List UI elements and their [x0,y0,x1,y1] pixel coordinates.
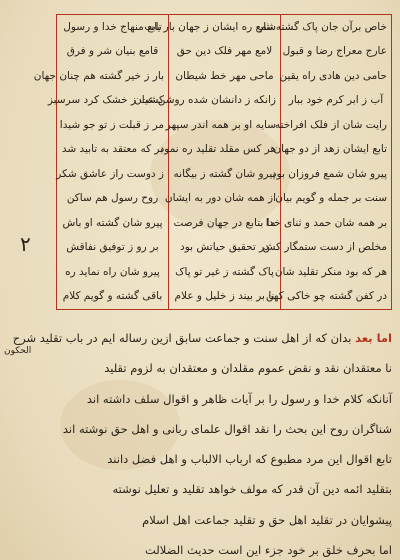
verse-column-left [33,15,168,309]
verse-line: تابع منهاج خدا و رسول [63,21,162,33]
verse-line: تابع ایشان زهد از دو جهان [273,143,387,156]
verse-line: رایت شان از فلک افراخته [274,118,387,131]
verse-line: هر که بود منکر تقلید شان [274,265,387,278]
verse-line: کشت ز خشک کرد سرسبز [47,94,164,107]
verse-line: پیرو شان گشته او باش [62,216,163,229]
verse-line: پیرو شان گشته ز بیگانه [173,167,276,180]
prose-line: آنانکه کلام خدا و رسول را بر آیات ظاهر و اقوال سلف داشته اند [86,391,392,406]
verse-line: لامع مهر فلک دین حق [176,45,273,58]
verse-line: پیرو شان راه نماید ره [65,265,160,278]
verse-line: بار ز خیر گشته هم چنان جهان [33,69,164,82]
rubric-heading: اما بعد [355,331,392,345]
verse-line: ماحی مهر خط شیطان [175,69,274,82]
prose-line: اما بحرف خلق بر خود جزء این است حدیث الضلالت [145,542,392,557]
verse-line: خاص برآن جان پاک گشته نثار [258,21,387,33]
verse-line: سایه او بر همه اندر سپهر [165,118,276,131]
margin-page-number: ۲ [20,232,31,256]
verse-line: در تحقیق حیاتش بود [180,241,269,254]
verse-line: بر که معتقد به تابید شد [61,143,164,156]
verse-line: بر همه شان حمد و ثنای خدا [265,216,387,229]
prose-line: شناگران روح این بحث را نقد اقوال علمای ربانی و اهل حق نوشته اند [62,421,392,436]
prose-line: بتقلید ائمه دین آن قدر که مولف خواهد تقلید و تعلیل نوشته [112,482,392,497]
verse-line: پاک گشته ز غیر تو پاک [175,265,274,278]
prose-line: تابع اقوال این مرد مطبوع که ارباب الالباب و اهل فضل دانند [107,452,392,467]
margin-note: الحکون [4,346,32,356]
verse-line: بر رو ز توفیق نفاقش [66,241,159,254]
verse-line: مخلص از دست ستمگار کش [262,241,387,254]
verse-line: حامی دین هادی راه یقین [279,69,387,82]
verse-block [33,14,392,310]
verse-line: قامع بنیان شر و فرق [66,45,159,58]
verse-line: ز دوست راز عاشق شکر [56,167,164,180]
verse-line: نا بر بیند ز خلیل و علام [174,289,275,302]
verse-line: سنت بر جمله و گویم بیان [275,192,387,205]
prose-line: نا معتقدان نقد و نقض عموم مقلدان و معتقدان به لزوم تقلید [104,361,392,376]
verse-column-middle [134,15,280,309]
prose-first-line [12,330,392,346]
verse-column-right [258,15,392,309]
verse-line: در کفن گشته چو خاکی کهن [265,289,387,302]
prose-line-text: بدان که از اهل سنت و جماعت سابق ازین رساله ایم در باب تقلید شرح [12,331,352,345]
verse-line: روح رسول هم ساکن [66,192,159,205]
verse-line: پیرو شان شمع فروزان بود [271,167,387,180]
verse-line: از همه شان دور به ایشان [164,192,276,205]
verse-line: عارج معراج رضا و قبول [282,45,387,58]
verse-line: شمع ره ایشان ز جهان بار یاب [144,21,276,33]
verse-line: مر ز قبلت ز تو جو شیدا [59,118,164,131]
verse-line: باقی گشته و گویم کلام [62,289,163,302]
verse-line: هر کس مقلد تقلید ره نمود [159,143,276,156]
verse-line: آب ز ابر کرم خود ببار [288,94,384,107]
prose-line: پیشوایان در تقلید اهل حق و تقلید جماعت اهل اسلام [142,512,392,527]
verse-line: زانکه ز دانشان شده روشن عیان [134,94,276,107]
verse-line: ما بتابع در جهان فرصت [173,216,276,229]
